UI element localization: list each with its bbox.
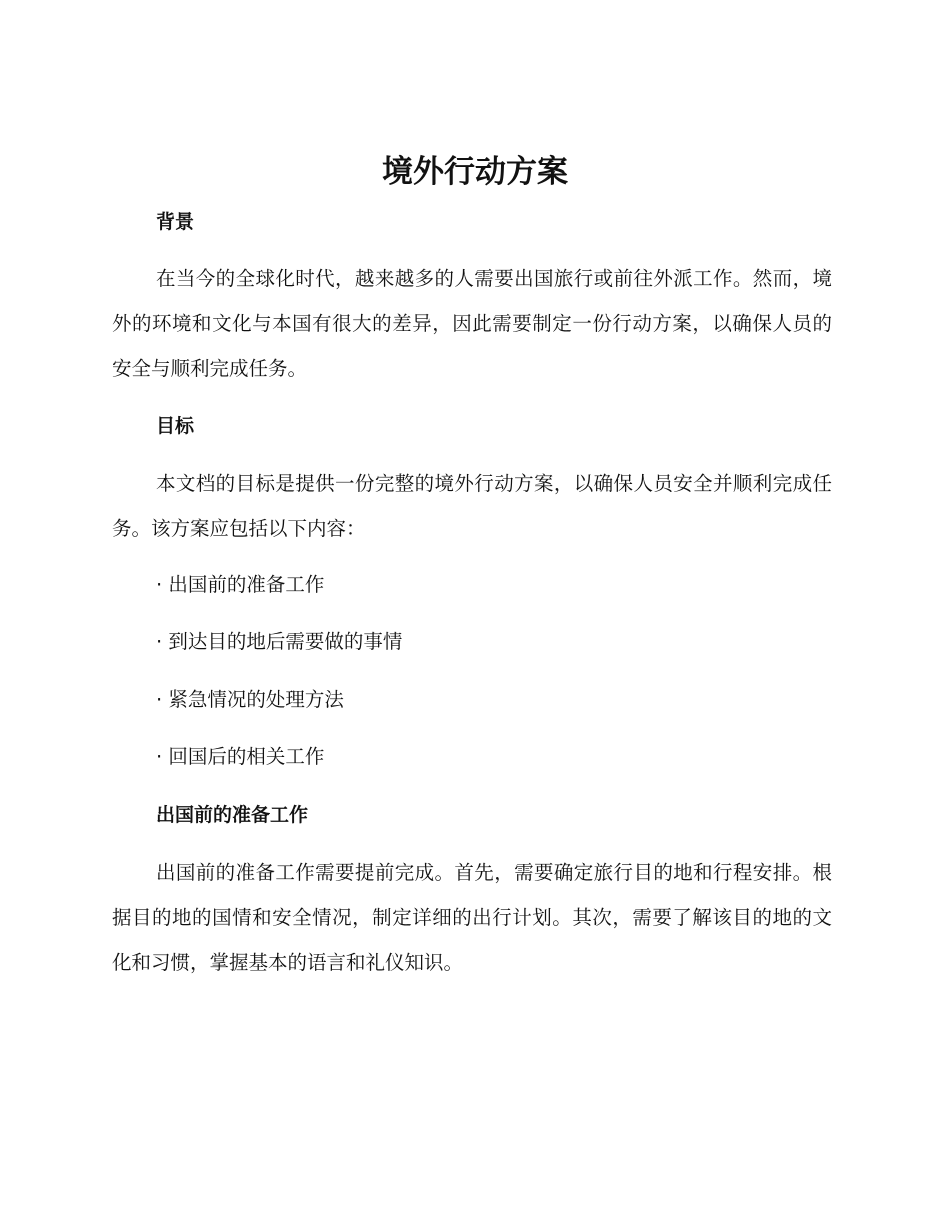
section-heading-goal: 目标 — [156, 415, 195, 437]
document-title: 境外行动方案 — [382, 154, 568, 190]
paragraph-background: 在当今的全球化时代，越来越多的人需要出国旅行或前往外派工作。然而，境外的环境和文化与本国有很大的差异，因此需要制定一份行动方案，以确保人员的安全与顺利完成任务。 — [112, 267, 832, 380]
paragraph-goal: 本文档的目标是提供一份完整的境外行动方案，以确保人员安全并顺利完成任务。该方案应包括以下内容： — [112, 472, 832, 540]
bullet-item: · 出国前的准备工作 — [156, 573, 325, 596]
bullet-item: · 紧急情况的处理方法 — [156, 688, 344, 711]
section-heading-background: 背景 — [156, 211, 195, 233]
bullet-item: · 回国后的相关工作 — [156, 745, 325, 768]
bullet-item: · 到达目的地后需要做的事情 — [156, 630, 403, 653]
section-heading-preparation: 出国前的准备工作 — [156, 804, 309, 826]
paragraph-preparation: 出国前的准备工作需要提前完成。首先，需要确定旅行目的地和行程安排。根据目的地的国情和安全情况，制定详细的出行计划。其次，需要了解该目的地的文化和习惯，掌握基本的语言和礼仪知识。 — [112, 861, 832, 974]
